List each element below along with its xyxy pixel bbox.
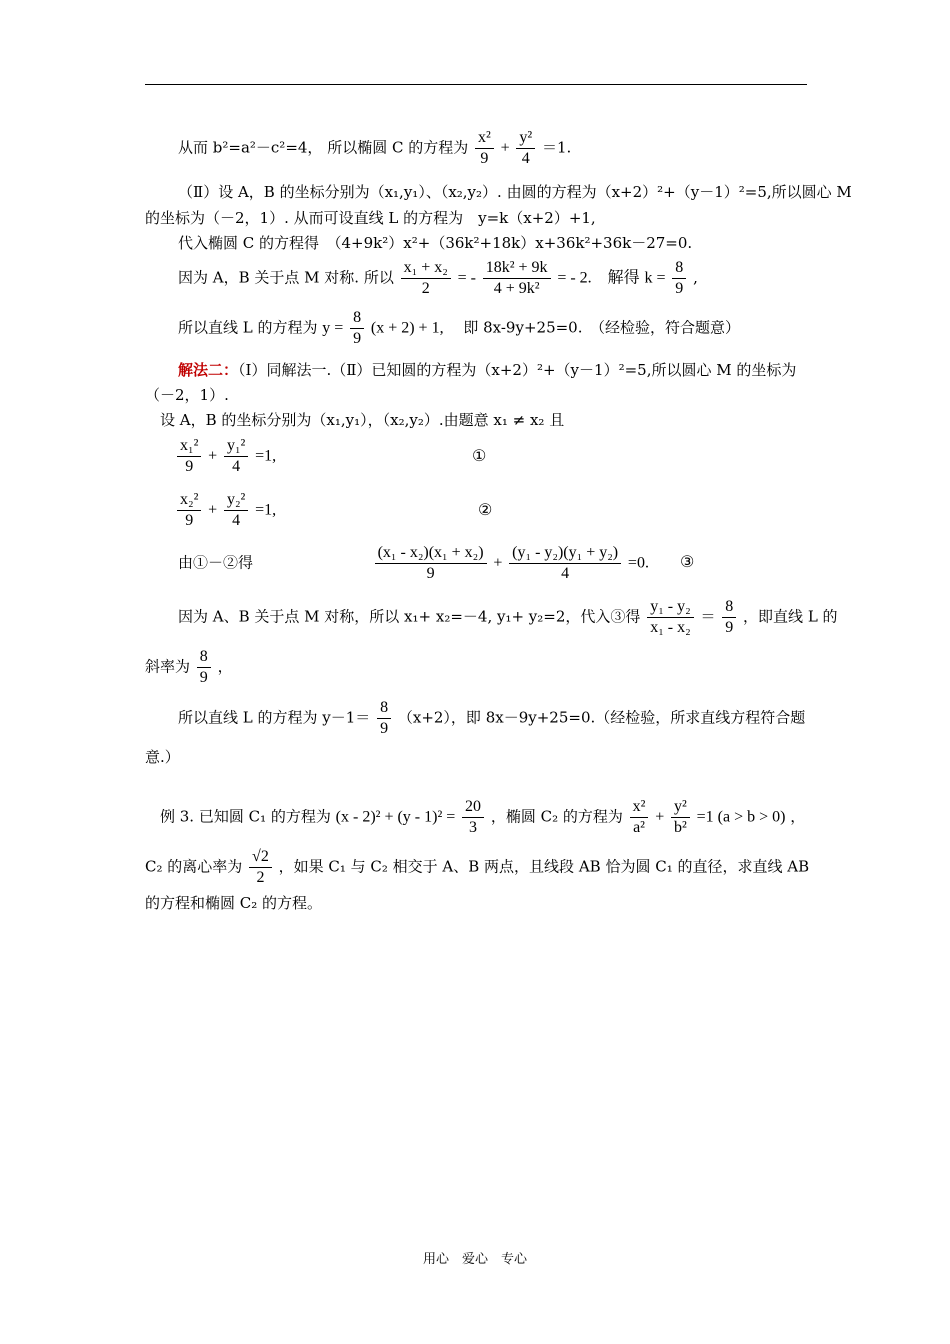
paragraph-part2-line2: 的坐标为（－2，1）. 从而可设直线 L 的方程为 y=k（x+2）+1, [145,209,596,227]
example-3-line2: C₂ 的离心率为 $\frac{√2}{2}$ ，如果 C₁ 与 C₂ 相交于 A、B 两点，且线段 AB 恰为圆 C₁ 的直径，求直线 AB [145,848,810,886]
paragraph-method2-line3: 设 A，B 的坐标分别为（x₁,y₁），（x₂,y₂）.由题意 x₁ ≠ x₂ 且 [160,411,565,429]
equation-2: $\frac{\text{x₂²}}{9}$ + $\frac{\text{y₂²}}{4}$ =1, [175,490,276,531]
equation-1: $\frac{\text{x₁²}}{9}$ + $\frac{\text{y₁²}}{4}$ =1, [175,436,276,477]
page-footer: 用心 爱心 专心 [422,1252,527,1267]
paragraph-part2-line1: （Ⅱ）设 A，B 的坐标分别为（x₁,y₁）、（x₂,y₂）. 由圆的方程为（x+2）²+（y－1）²=5,所以圆心 M [178,183,852,201]
paragraph-method2-line1: 解法二：（Ⅰ）同解法一.（Ⅱ）已知圆的方程为（x+2）²+（y－1）²=5,所以圆心 M 的坐标为 [178,361,797,379]
fraction-8-over-9: $\frac{8}{9}$ [672,258,686,299]
paragraph-ellipse-result: 从而 b²=a²－c²=4， 所以椭圆 C 的方程为 $\frac{\text{x²}}{9}$ + $\frac{\text{y²}}{4}$ ＝1. [178,129,572,167]
method2-label: 解法二： [178,361,239,379]
paragraph-symmetry: 因为 A，B 关于点 M 对称. 所以 $\frac{\text{x₁ + x₂}}{2}$ = - $\frac{\text{18k² + 9k}}{\text{4 + 9k²}}$ = - 2. 解得 k = $\frac{8}{9}$ , [178,259,698,297]
fraction-k-expression: $\frac{\text{18k² + 9k}}{\text{4 + 9k²}}$ [483,258,551,299]
example-3-line1: 例 3. 已知圆 C₁ 的方程为 (x - 2)² + (y - 1)² = $\frac{20}{3}$ ，椭圆 C₂ 的方程为 $\frac{\text{x²}}{\text{a²}}$ + $\frac{\text{y²}}{\text{b²}}$ =1 (a > b > 0) ， [160,798,806,836]
equation-marker-2: ② [478,500,493,519]
fraction-x2-over-9: $\frac{\text{x²}}{9}$ [475,128,494,169]
paragraph-slope-value: 斜率为 $\frac{8}{9}$ ， [145,648,233,686]
paragraph-line-equation: 所以直线 L 的方程为 y = $\frac{8}{9}$ (x + 2) + 1, 即 8x-9y+25=0. （经检验，符合题意） [178,309,740,347]
fraction-8-over-9: $\frac{8}{9}$ [350,308,364,349]
equation-marker-1: ① [472,446,487,465]
fraction-y2-over-4: $\frac{\text{y²}}{4}$ [516,128,535,169]
header-rule [145,84,807,85]
paragraph-part2-line3: 代入椭圆 C 的方程得 （4+9k²）x²+（36k²+18k）x+36k²+36k－27=0. [178,234,693,252]
fraction-midpoint: $\frac{\text{x₁ + x₂}}{2}$ [401,258,451,299]
paragraph-slope: 因为 A、B 关于点 M 对称，所以 x₁+ x₂=－4, y₁+ y₂=2，代入③得 $\frac{\text{y₁ - y₂}}{\text{x₁ - x₂}}$ ＝ $\frac{8}{9}$ ，即直线 L 的 [178,598,838,636]
equation-3: 由①－②得 $\frac{\text{(x₁ - x₂)(x₁ + x₂)}}{9}$ + $\frac{\text{(y₁ - y₂)(y₁ + y₂)}}{4}$ =0. [178,544,649,582]
equation-marker-3: ③ [680,552,695,571]
example-3-line3: 的方程和椭圆 C₂ 的方程。 [145,894,323,912]
paragraph-method2-line2: （－2，1）. [145,386,229,404]
paragraph-final-line2: 意.） [145,748,180,766]
paragraph-final-line: 所以直线 L 的方程为 y－1＝ $\frac{8}{9}$ （x+2），即 8x－9y+25=0.（经检验，所求直线方程符合题 [178,699,806,737]
